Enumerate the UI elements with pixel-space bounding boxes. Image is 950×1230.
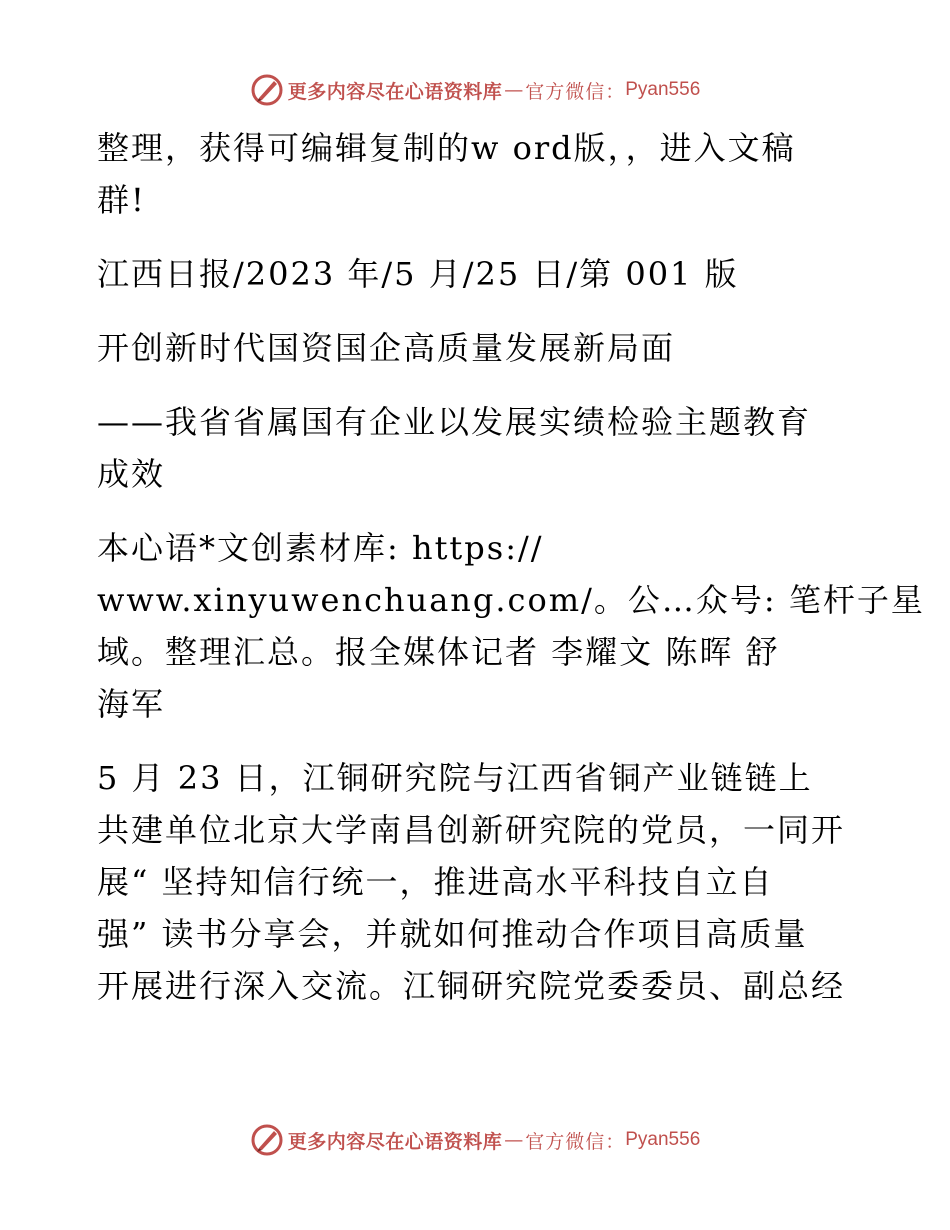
text-line: ——我省省属国有企业以发展实绩检验主题教育 xyxy=(97,403,812,441)
paragraph-byline xyxy=(97,522,925,730)
paragraph-source xyxy=(97,248,857,300)
text-line: www.xinyuwenchuang.com/。公…众号: 笔杆子星 xyxy=(97,581,925,619)
text-line: 共建单位北京大学南昌创新研究院的党员，一同开 xyxy=(97,811,846,849)
paragraph-subtitle xyxy=(97,396,857,500)
text-line: 江西日报/2023 年/5 月/25 日/第 001 版 xyxy=(97,255,739,293)
document-body xyxy=(97,122,925,1034)
text-line: 展“ 坚持知信行统一，推进高水平科技自立自 xyxy=(97,863,774,901)
banner-wechat-label: 官方微信： xyxy=(525,1130,626,1153)
banner-wechat-id: Pyan556 xyxy=(625,1129,701,1150)
banner-text: 更多内容尽在心语资料库 xyxy=(287,1130,503,1153)
text-line: 海军 xyxy=(97,685,166,723)
quill-pen-logo-icon xyxy=(250,1123,284,1157)
text-line: 开创新时代国资国企高质量发展新局面 xyxy=(97,329,676,367)
banner-wechat-id: Pyan556 xyxy=(625,79,701,100)
text-line: 群! xyxy=(97,181,146,219)
paragraph-title xyxy=(97,322,857,374)
banner-dash: — xyxy=(504,79,524,101)
text-line: 5 月 23 日，江铜研究院与江西省铜产业链链上 xyxy=(97,759,813,797)
paragraph-intro xyxy=(97,122,857,226)
paragraph-body xyxy=(97,752,857,1012)
text-line: 整理，获得可编辑复制的w ord版，，进入文稿 xyxy=(97,129,796,167)
text-line: 开展进行深入交流。江铜研究院党委委员、副总经 xyxy=(97,967,846,1005)
text-line: 成效 xyxy=(97,455,166,493)
text-line: 强” 读书分享会，并就如何推动合作项目高质量 xyxy=(97,915,808,953)
banner-text: 更多内容尽在心语资料库 xyxy=(287,80,503,103)
text-line: 本心语*文创素材库: https:// xyxy=(97,529,544,567)
banner-wechat-label: 官方微信： xyxy=(525,80,626,103)
header-banner xyxy=(0,70,950,110)
quill-pen-logo-icon xyxy=(250,73,284,107)
text-line: 域。整理汇总。报全媒体记者 李耀文 陈晖 舒 xyxy=(97,633,780,671)
footer-banner xyxy=(0,1120,950,1160)
banner-dash: — xyxy=(504,1129,524,1151)
